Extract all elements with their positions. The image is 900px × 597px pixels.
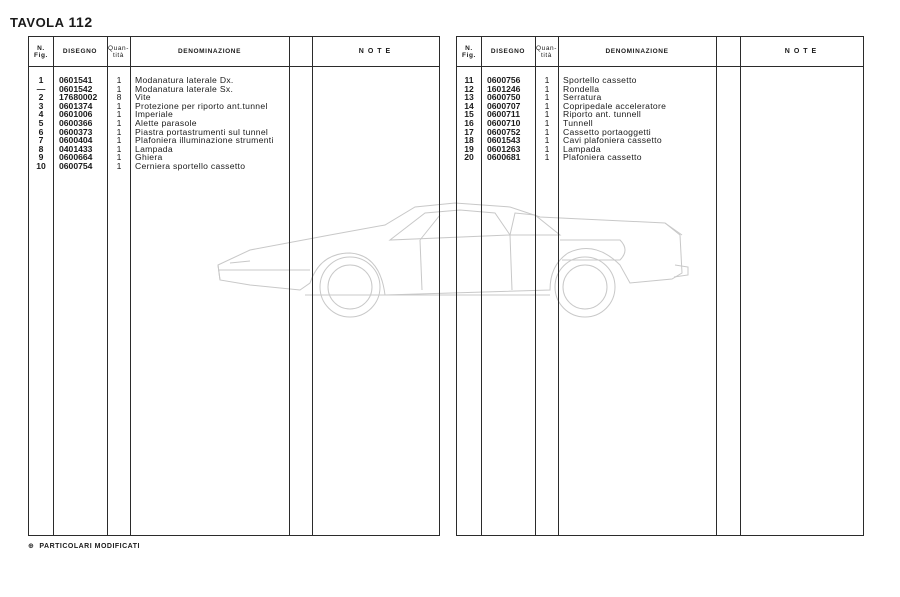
cell-denominazione: Ghiera bbox=[135, 152, 163, 163]
cell-disegno: 0601541 bbox=[59, 75, 93, 85]
header-rule bbox=[29, 66, 439, 67]
cell-disegno: 0601374 bbox=[59, 100, 93, 111]
cell-fig: — bbox=[36, 83, 46, 94]
cell-denominazione: Protezione per riporto ant.tunnel bbox=[135, 100, 268, 111]
cell-quantita: 1 bbox=[116, 152, 122, 163]
cell-denominazione: Lampada bbox=[563, 143, 601, 154]
cell-disegno: 0600754 bbox=[59, 160, 93, 171]
table-row bbox=[29, 162, 439, 171]
parts-table-left bbox=[28, 36, 440, 536]
cell-denominazione: Cassetto portaoggetti bbox=[563, 126, 651, 137]
cell-quantita: 1 bbox=[544, 126, 550, 137]
cell-disegno: 0600664 bbox=[59, 152, 93, 163]
cell-disegno: 0600707 bbox=[487, 100, 521, 111]
cell-fig: 9 bbox=[38, 152, 44, 163]
table-rows-left bbox=[29, 76, 439, 171]
cell-denominazione: Piastra portastrumenti sul tunnel bbox=[135, 126, 269, 137]
cell-disegno: 0600711 bbox=[487, 109, 520, 120]
cell-quantita: 1 bbox=[116, 75, 122, 85]
cell-disegno: 0600373 bbox=[59, 126, 93, 137]
cell-denominazione: Plafoniera illuminazione strumenti bbox=[135, 135, 274, 146]
cell-fig: 13 bbox=[464, 92, 474, 103]
cell-quantita: 1 bbox=[544, 83, 550, 94]
title-number: 112 bbox=[68, 14, 93, 30]
cell-denominazione: Rondella bbox=[563, 83, 600, 94]
cell-denominazione: Cavi plafoniera cassetto bbox=[563, 135, 662, 146]
cell-fig: 20 bbox=[464, 152, 474, 163]
header-note: NOTE bbox=[784, 48, 821, 55]
cell-disegno: 0600752 bbox=[487, 126, 521, 137]
header-quantita: Quan- tità bbox=[535, 44, 558, 59]
cell-fig: 4 bbox=[38, 109, 44, 120]
cell-quantita: 8 bbox=[116, 92, 122, 103]
footer-text: PARTICOLARI MODIFICATI bbox=[39, 543, 140, 550]
cell-quantita: 1 bbox=[116, 83, 122, 94]
title-label: TAVOLA bbox=[10, 15, 65, 30]
cell-disegno: 0600681 bbox=[487, 152, 521, 163]
cell-quantita: 1 bbox=[544, 152, 550, 163]
header-quantita: Quan- tità bbox=[107, 44, 130, 59]
cell-quantita: 1 bbox=[544, 109, 550, 120]
cell-quantita: 1 bbox=[116, 143, 122, 154]
cell-fig: 19 bbox=[464, 143, 474, 154]
cell-disegno: 0600756 bbox=[487, 75, 521, 85]
cell-disegno: 0601006 bbox=[59, 109, 93, 120]
cell-disegno: 0601263 bbox=[487, 143, 521, 154]
cell-denominazione: Plafoniera cassetto bbox=[563, 152, 642, 163]
table-row bbox=[457, 153, 863, 162]
cell-fig: 14 bbox=[464, 100, 474, 111]
cell-disegno: 0601543 bbox=[487, 135, 521, 146]
header-disegno: DISEGNO bbox=[62, 48, 98, 55]
header-disegno: DISEGNO bbox=[490, 48, 526, 55]
cell-quantita: 1 bbox=[116, 109, 122, 120]
header-note: NOTE bbox=[358, 48, 395, 55]
cell-fig: 16 bbox=[464, 117, 474, 128]
cell-fig: 18 bbox=[464, 135, 474, 146]
cell-quantita: 1 bbox=[116, 160, 122, 171]
cell-disegno: 0600710 bbox=[487, 117, 521, 128]
table-rows-right bbox=[457, 76, 863, 162]
cell-denominazione: Sportello cassetto bbox=[563, 75, 637, 85]
cell-denominazione: Serratura bbox=[563, 92, 602, 103]
cell-denominazione: Modanatura laterale Dx. bbox=[135, 75, 234, 85]
cell-quantita: 1 bbox=[544, 92, 550, 103]
cell-disegno: 0600366 bbox=[59, 117, 93, 128]
cell-fig: 11 bbox=[464, 75, 474, 85]
cell-fig: 8 bbox=[38, 143, 44, 154]
cell-denominazione: Riporto ant. tunnell bbox=[563, 109, 642, 120]
cell-fig: 7 bbox=[38, 135, 44, 146]
header-denominazione: DENOMINAZIONE bbox=[177, 48, 242, 55]
cell-denominazione: Alette parasole bbox=[135, 117, 197, 128]
header-fig: N. Fig. bbox=[34, 44, 48, 59]
cell-disegno: 0600750 bbox=[487, 92, 521, 103]
cell-disegno: 0601542 bbox=[59, 83, 93, 94]
parts-table-right bbox=[456, 36, 864, 536]
cell-fig: 15 bbox=[464, 109, 474, 120]
cell-disegno: 17680002 bbox=[59, 92, 98, 103]
cell-denominazione: Cerniera sportello cassetto bbox=[135, 160, 246, 171]
cell-quantita: 1 bbox=[116, 117, 122, 128]
cell-fig: 1 bbox=[38, 75, 44, 85]
cell-fig: 3 bbox=[38, 100, 44, 111]
cell-quantita: 1 bbox=[116, 126, 122, 137]
cell-denominazione: Imperiale bbox=[135, 109, 174, 120]
header-fig: N. Fig. bbox=[462, 44, 476, 59]
header-denominazione: DENOMINAZIONE bbox=[605, 48, 669, 55]
page-title bbox=[10, 14, 93, 30]
cell-quantita: 1 bbox=[116, 100, 122, 111]
cell-fig: 5 bbox=[38, 117, 44, 128]
cell-denominazione: Modanatura laterale Sx. bbox=[135, 83, 234, 94]
cell-disegno: 1601246 bbox=[487, 83, 521, 94]
cell-fig: 10 bbox=[36, 160, 46, 171]
cell-fig: 12 bbox=[464, 83, 474, 94]
cell-quantita: 1 bbox=[544, 135, 550, 146]
cell-fig: 2 bbox=[38, 92, 44, 103]
cell-quantita: 1 bbox=[544, 75, 550, 85]
cell-quantita: 1 bbox=[544, 143, 550, 154]
cell-disegno: 0600404 bbox=[59, 135, 93, 146]
header-rule bbox=[457, 66, 863, 67]
cell-quantita: 1 bbox=[116, 135, 122, 146]
cell-denominazione: Vite bbox=[135, 92, 151, 103]
cell-fig: 17 bbox=[464, 126, 474, 137]
modified-parts-icon: ⊕ bbox=[28, 543, 35, 550]
footer-legend bbox=[28, 542, 140, 550]
cell-denominazione: Copripedale acceleratore bbox=[563, 100, 667, 111]
cell-fig: 6 bbox=[38, 126, 44, 137]
cell-quantita: 1 bbox=[544, 117, 550, 128]
cell-denominazione: Tunnell bbox=[563, 117, 593, 128]
cell-quantita: 1 bbox=[544, 100, 550, 111]
cell-disegno: 0401433 bbox=[59, 143, 93, 154]
cell-denominazione: Lampada bbox=[135, 143, 173, 154]
